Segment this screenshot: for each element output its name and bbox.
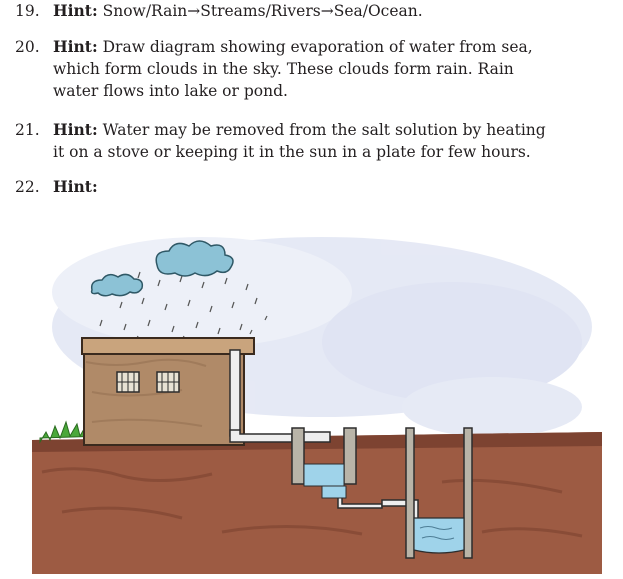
hint-label: Hint: (53, 37, 98, 56)
hint-text: Water may be removed from the salt solution by heating (102, 121, 546, 139)
rainwater-harvesting-illustration (22, 232, 602, 574)
hint-number: 19. (15, 2, 40, 20)
hint-text: water flows into lake or pond. (53, 82, 288, 100)
house (82, 338, 254, 445)
hint-number: 21. (15, 121, 40, 139)
hint-text: Snow/Rain→Streams/Rivers→Sea/Ocean. (102, 2, 423, 20)
hint-number: 22. (15, 178, 40, 196)
hint-label: Hint: (53, 120, 98, 139)
soil-ground (32, 432, 602, 574)
hint-label: Hint: (53, 177, 98, 196)
hint-label: Hint: (53, 1, 98, 20)
hint-number: 20. (15, 38, 40, 56)
hint-text: which form clouds in the sky. These clouds form rain. Rain (53, 60, 514, 78)
hint-text: it on a stove or keeping it in the sun in a plate for few hours. (53, 143, 531, 161)
hint-text: Draw diagram showing evaporation of water from sea, (102, 38, 533, 56)
